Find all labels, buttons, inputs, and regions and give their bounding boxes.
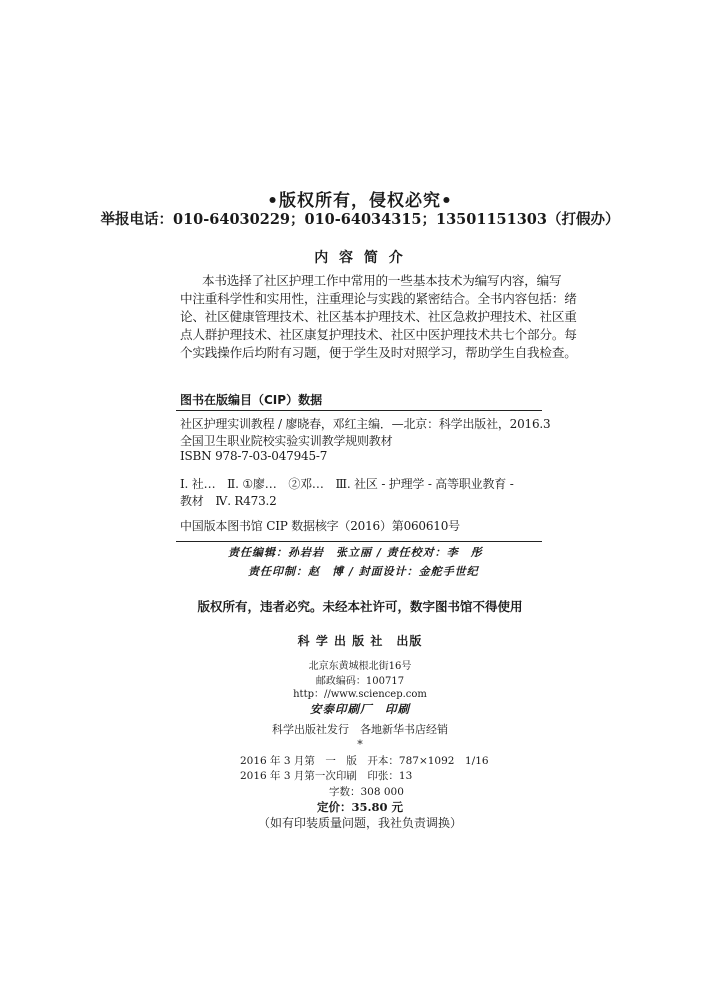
staff-production-line: 责任印制：赵 博 / 封面设计：金舵手世纪	[248, 565, 479, 578]
printer-name: 安泰印刷厂 印刷	[310, 702, 410, 716]
separator-star: *	[357, 738, 363, 751]
summary-title: 内 容 简 介	[314, 250, 406, 266]
publisher-name: 科 学 出 版 社 出版	[297, 634, 423, 648]
cip-title-line: 社区护理实训教程 / 廖晓春，邓红主编．—北京：科学出版社，2016.3	[180, 417, 551, 431]
summary-line: 个实践操作后均附有习题，便于学生及时对照学习，帮助学生自我检查。	[180, 345, 577, 360]
word-count: 字数：308 000	[329, 786, 404, 798]
cip-isbn-line: ISBN 978-7-03-047945-7	[180, 449, 328, 463]
cip-heading: 图书在版编目（CIP）数据	[180, 393, 323, 407]
summary-line: 论、社区健康管理技术、社区基本护理技术、社区急救护理技术、社区重	[180, 309, 577, 324]
cip-classification-line: Ⅰ. 社… Ⅱ. ①廖… ②邓… Ⅲ. 社区 - 护理学 - 高等职业教育 -	[180, 477, 514, 491]
cip-bottom-rule	[176, 541, 542, 542]
cip-top-rule	[176, 410, 542, 411]
edition-line: 2016 年 3 月第 一 版 开本：787×1092 1/16	[240, 755, 489, 767]
copyright-title: •版权所有，侵权必究•	[267, 191, 453, 211]
staff-editors-line: 责任编辑：孙岩岩 张立丽 / 责任校对：李 彤	[228, 546, 483, 559]
cip-series-line: 全国卫生职业院校实验实训教学规则教材	[180, 434, 393, 448]
summary-line: 本书选择了社区护理工作中常用的一些基本技术为编写内容，编写	[202, 273, 562, 288]
summary-line: 点人群护理技术、社区康复护理技术、社区中医护理技术共七个部分。每	[180, 327, 577, 342]
printing-line: 2016 年 3 月第一次印刷 印张：13	[240, 770, 413, 782]
publisher-postcode: 邮政编码：100717	[315, 676, 405, 687]
publisher-address: 北京东黄城根北街16号	[308, 661, 412, 672]
price: 定价：35.80 元	[316, 800, 403, 814]
summary-body	[180, 272, 577, 362]
cip-record-number: 中国版本图书馆 CIP 数据核字（2016）第060610号	[180, 519, 460, 533]
publisher-url: http：//www.sciencep.com	[293, 689, 427, 700]
rights-notice: 版权所有，违者必究。未经本社许可，数字图书馆不得使用	[197, 599, 523, 614]
report-phone-line: 举报电话：010-64030229；010-64034315；13501151303（打假办）	[100, 211, 620, 228]
replacement-note: （如有印装质量问题，我社负责调换）	[257, 816, 462, 830]
distribution-line: 科学出版社发行 各地新华书店经销	[272, 723, 448, 736]
cip-classification-line: 教材 Ⅳ. R473.2	[180, 494, 277, 508]
summary-line: 中注重科学性和实用性，注重理论与实践的紧密结合。全书内容包括：绪	[180, 291, 577, 306]
